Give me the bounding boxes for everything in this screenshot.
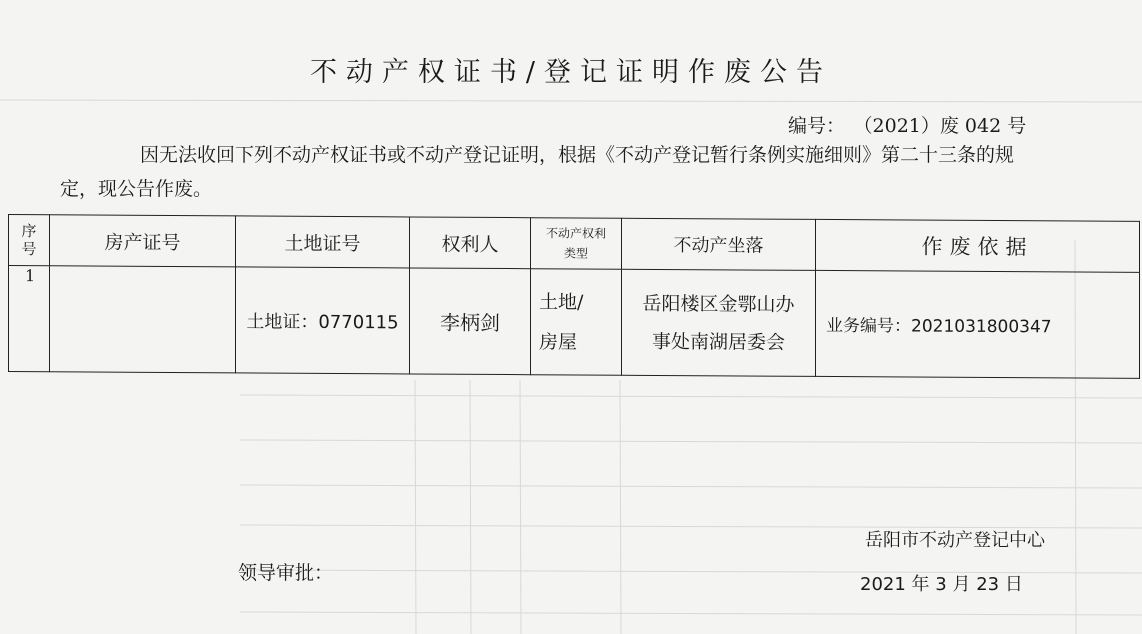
header-land-cert: 土地证号 [236, 216, 410, 268]
date-month: 3 [935, 574, 947, 595]
header-location: 不动产坐落 [622, 218, 816, 270]
document-number-value: （2021）废 042 号 [863, 115, 1027, 137]
header-seq: 序 号 [9, 215, 50, 266]
paragraph-line-1: 因无法收回下列不动产权证书或不动产登记证明，根据《不动产登记暂行条例实施细则》第二十三条的规 [140, 144, 1015, 166]
header-owner: 权利人 [410, 217, 531, 269]
cell-location: 岳阳楼区金鄂山办 事处南湖居委会 [622, 269, 816, 376]
organization-name: 岳阳市不动产登记中心 [865, 530, 1045, 551]
date-year: 2021 [860, 574, 906, 595]
date-day: 23 [976, 574, 1000, 595]
cell-house-cert [50, 266, 236, 373]
page-title: 不动产权证书/登记证明作废公告 [309, 57, 833, 88]
header-right-type: 不动产权利 类型 [531, 218, 622, 270]
cell-seq: 1 [9, 266, 50, 372]
cell-right-type: 土地/ 房屋 [531, 269, 622, 376]
date-month-unit: 月 [952, 574, 971, 595]
announcement-paragraph [60, 138, 1100, 206]
table-header-row [9, 215, 1140, 273]
cell-land-cert: 土地证：0770115 [236, 267, 410, 374]
header-house-cert: 房产证号 [50, 215, 236, 267]
paragraph-line-2: 定，现公告作废。 [60, 178, 213, 200]
issue-date [860, 570, 1023, 596]
approval-label: 领导审批： [238, 562, 334, 584]
date-day-unit: 日 [1004, 574, 1023, 595]
header-basis: 作废依据 [816, 219, 1140, 272]
document-number-label: 编号： [788, 115, 846, 137]
cell-basis: 业务编号：2021031800347 [816, 270, 1140, 378]
table-row [9, 266, 1140, 379]
date-year-unit: 年 [911, 574, 930, 595]
certificate-table [8, 214, 1140, 379]
document-number [788, 111, 1026, 138]
cell-owner: 李柄剑 [410, 268, 531, 375]
